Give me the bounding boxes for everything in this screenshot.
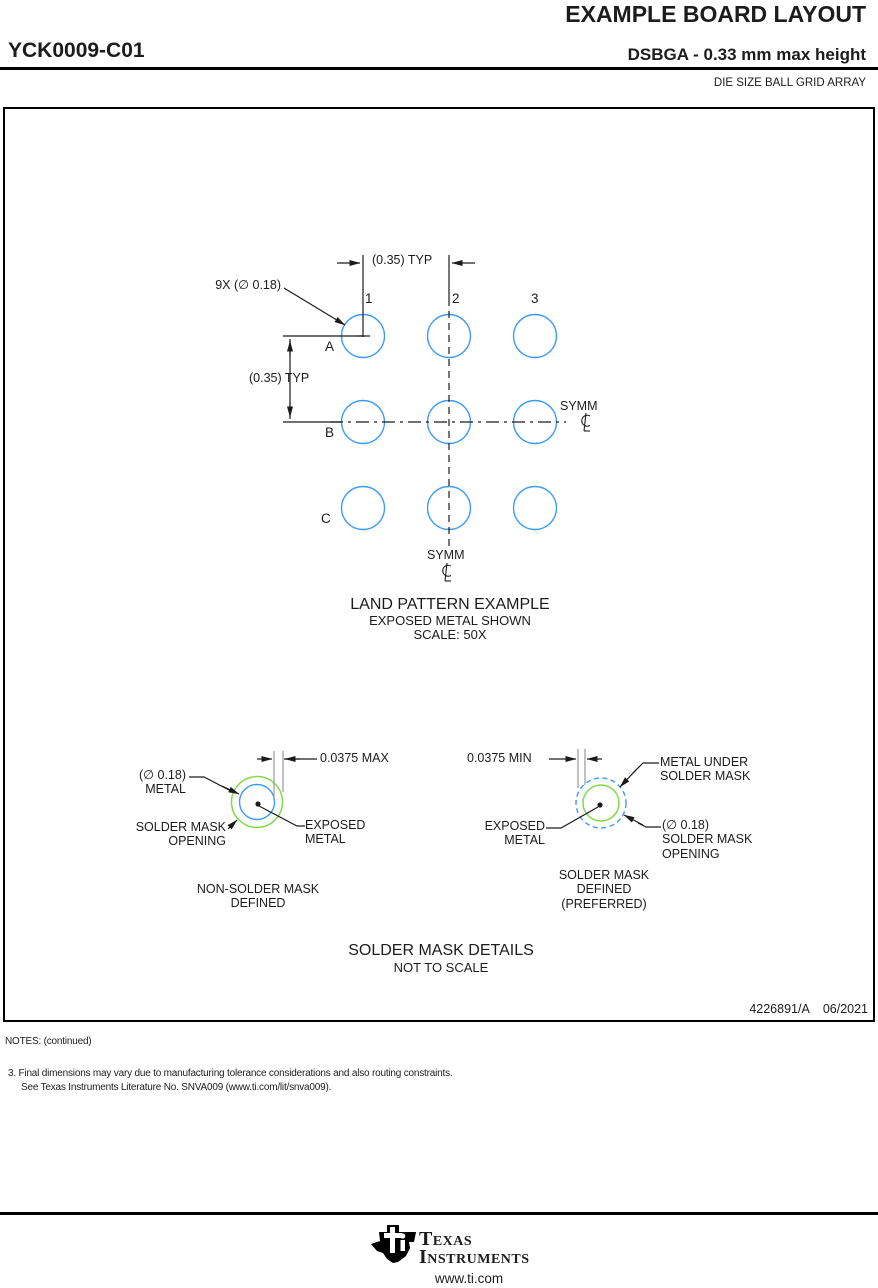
- footer-url: www.ti.com: [434, 1271, 504, 1286]
- nsmd-metal-line2: METAL: [145, 782, 186, 797]
- nsmd-metal-line1: (∅ 0.18): [138, 768, 186, 782]
- smd-metal-under-label: [660, 755, 750, 784]
- pitch-vertical-dim: (0.35) TYP: [249, 371, 310, 385]
- column-label-3: 3: [531, 291, 539, 306]
- package-family: DIE SIZE BALL GRID ARRAY: [713, 77, 866, 89]
- nsmd-metal-label: [139, 768, 186, 797]
- drawing-date: 06/2021: [822, 1002, 868, 1016]
- nsmd-opening-line2: OPENING: [168, 834, 226, 849]
- drawing-number: 4226891/A: [749, 1002, 810, 1016]
- nsmd-exposed-line1: EXPOSED: [305, 818, 366, 832]
- smd-metal-under-line1: METAL UNDER: [660, 755, 749, 769]
- title-block: [749, 1002, 868, 1016]
- brand-wordmark: [419, 1228, 530, 1268]
- nsmd-detail-geometry: [189, 751, 317, 829]
- brand-line1: Texas: [419, 1228, 473, 1250]
- centerlines: [283, 255, 566, 550]
- brand-line2: Instruments: [419, 1245, 530, 1268]
- smd-caption-line2: DEFINED: [576, 882, 632, 897]
- smd-caption-line3: (PREFERRED): [561, 896, 647, 911]
- dimension-lines: [284, 263, 475, 419]
- smd-caption: [504, 868, 704, 911]
- smd-exposed-line2: METAL: [504, 833, 545, 848]
- column-label-1: 1: [365, 291, 373, 306]
- land-pattern-scale: SCALE: 50X: [413, 627, 487, 642]
- smd-exposed-line1: EXPOSED: [484, 819, 545, 833]
- smd-opening-line1: (∅ 0.18): [662, 818, 710, 832]
- package-info: DSBGA - 0.33 mm max height: [627, 45, 866, 64]
- row-label-b: B: [325, 425, 335, 440]
- details-title: SOLDER MASK DETAILS: [348, 942, 534, 959]
- symm-label-right: SYMM: [560, 399, 598, 413]
- land-pattern-subtitle: EXPOSED METAL SHOWN: [369, 613, 531, 628]
- smd-metal-under-line2: SOLDER MASK: [660, 769, 751, 784]
- note-3-line1: 3. Final dimensions may vary due to manufacturing tolerance considerations and also routing constraints.: [8, 1068, 453, 1079]
- nsmd-caption: [158, 882, 358, 911]
- nsmd-exposed-line2: METAL: [305, 832, 346, 847]
- column-label-2: 2: [452, 291, 460, 306]
- symm-label-bottom: SYMM: [427, 548, 465, 562]
- ti-logo-icon: [371, 1225, 416, 1263]
- smd-opening-line2: SOLDER MASK: [662, 832, 753, 847]
- smd-caption-line1: SOLDER MASK: [558, 868, 650, 882]
- nsmd-dimension: 0.0375 MAX: [320, 751, 389, 765]
- details-subtitle: NOT TO SCALE: [393, 960, 489, 975]
- page-title: EXAMPLE BOARD LAYOUT: [565, 1, 866, 27]
- nsmd-exposed-label: [305, 818, 365, 847]
- ball-callout: 9X (∅ 0.18): [215, 278, 281, 292]
- smd-dimension: 0.0375 MIN: [467, 751, 532, 765]
- land-pattern-title: LAND PATTERN EXAMPLE: [350, 596, 550, 613]
- nsmd-caption-line1: NON-SOLDER MASK: [196, 882, 320, 896]
- row-label-c: C: [321, 511, 331, 526]
- smd-opening-line3: OPENING: [662, 846, 720, 861]
- nsmd-opening-line1: SOLDER MASK: [135, 820, 226, 834]
- smd-opening-label: [662, 818, 752, 861]
- pitch-horizontal-dim: (0.35) TYP: [372, 253, 433, 267]
- nsmd-caption-line2: DEFINED: [230, 896, 286, 911]
- nsmd-opening-label: [136, 820, 226, 849]
- part-number: YCK0009-C01: [8, 39, 145, 62]
- smd-detail-geometry: [546, 749, 661, 828]
- smd-exposed-label: [485, 819, 545, 848]
- notes-heading: NOTES: (continued): [5, 1036, 92, 1047]
- footer-rule: [0, 1212, 878, 1215]
- note-3-line2: See Texas Instruments Literature No. SNVA009 (www.ti.com/lit/snva009).: [21, 1082, 332, 1093]
- row-label-a: A: [325, 339, 335, 354]
